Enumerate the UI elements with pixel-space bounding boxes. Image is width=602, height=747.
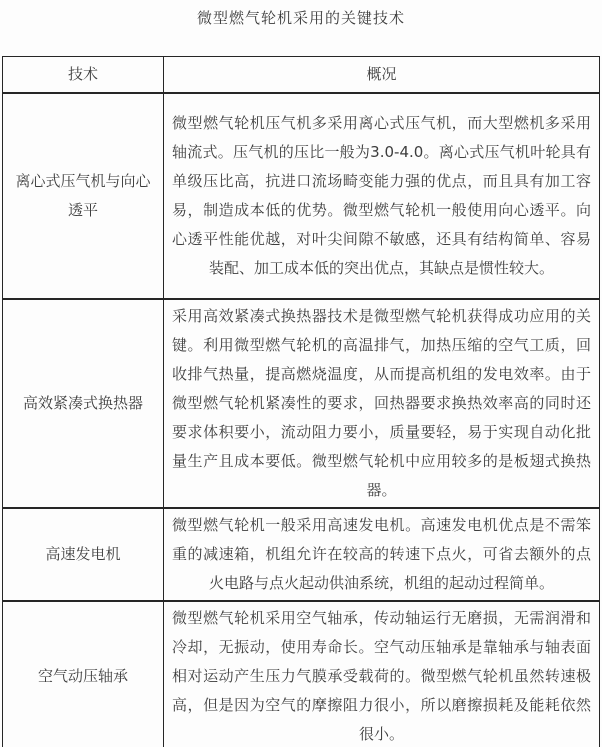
table-header-row	[3, 57, 600, 93]
page-title: 微型燃气轮机采用的关键技术	[196, 9, 405, 27]
table-row-compact-heat-exchanger	[3, 299, 600, 508]
table-row-air-dynamic-bearing	[3, 601, 600, 747]
table-row-centrifugal-compressor	[3, 93, 600, 299]
column-header-tech: 技术	[3, 57, 164, 93]
tech-cell-compact-heat-exchanger: 高效紧凑式换热器	[3, 299, 164, 508]
column-header-overview: 概况	[164, 57, 600, 93]
tech-cell-high-speed-generator: 高速发电机	[3, 508, 164, 601]
overview-cell-high-speed-generator: 微型燃气轮机一般采用高速发电机。高速发电机优点是不需笨重的减速箱，机组允许在较高的转速下点火，可省去额外的点火电路与点火起动供油系统，机组的起动过程简单。	[164, 508, 600, 601]
overview-cell-compact-heat-exchanger: 采用高效紧凑式换热器技术是微型燃气轮机获得成功应用的关键。利用微型燃气轮机的高温排气，加热压缩的空气工质，回收排气热量，提高燃烧温度，从而提高机组的发电效率。由于微型燃气轮机紧凑性的要求，回热器要求换热效率高的同时还要求体积要小，流动阻力要小，质量要轻，易于实现自动化批量生产且成本要低。微型燃气轮机中应用较多的是板翅式换热器。	[164, 299, 600, 508]
tech-cell-air-dynamic-bearing: 空气动压轴承	[3, 601, 164, 747]
overview-cell-air-dynamic-bearing: 微型燃气轮机采用空气轴承，传动轴运行无磨损，无需润滑和冷却，无振动，使用寿命长。空气动压轴承是靠轴承与轴表面相对运动产生压力气膜承受载荷的。微型燃气轮机虽然转速极高，但是因为空气的摩擦阻力很小，所以磨擦损耗及能耗依然很小。	[164, 601, 600, 747]
tech-cell-centrifugal-compressor: 离心式压气机与向心透平	[3, 93, 164, 299]
key-technologies-table	[2, 56, 600, 747]
overview-cell-centrifugal-compressor: 微型燃气轮机压气机多采用离心式压气机，而大型燃机多采用轴流式。压气机的压比一般为3.0-4.0。离心式压气机叶轮具有单级压比高，抗进口流场畸变能力强的优点，而且具有加工容易，制造成本低的优势。微型燃气轮机一般使用向心透平。向心透平性能优越，对叶尖间隙不敏感，还具有结构简单、容易装配、加工成本低的突出优点，其缺点是惯性较大。	[164, 93, 600, 299]
table-row-high-speed-generator	[3, 508, 600, 601]
